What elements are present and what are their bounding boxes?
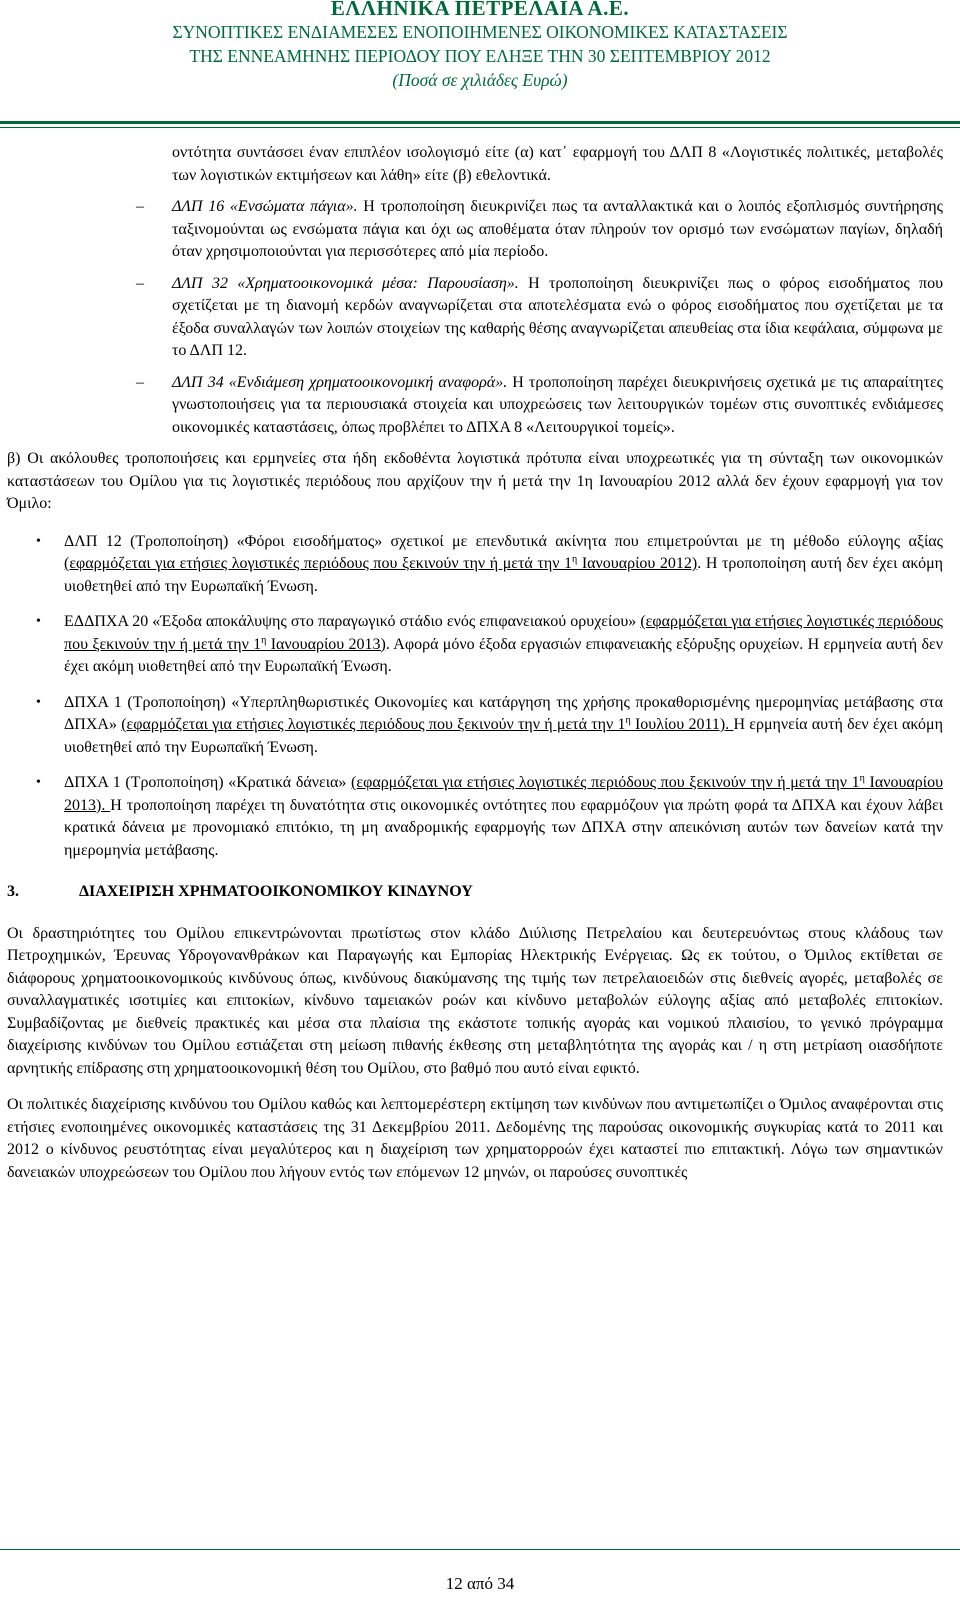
effective-date-note: (εφαρμόζεται για ετήσιες λογιστικές περιόδους που ξεκινούν την ή μετά την $1^\eta$ Ιουλίου 2011). <box>121 715 734 733</box>
header-rule-thick <box>0 121 960 124</box>
item-text: Η τροποποίηση παρέχει διευκρινήσεις σχετικά με τις απαραίτητες γνωστοποιήσεις για τα περιουσιακά στοιχεία και υποχρεώσεις των λειτουργικών τομέων στις συνοπτικές ενδιάμεσες οικονομικές καταστάσεις, όπως προβλέπει το ΔΠΧΑ 8 «Λειτουργικοί τομείς». <box>172 373 944 436</box>
body-paragraph: Οι δραστηριότητες του Ομίλου επικεντρώνονται πρωτίστως στον κλάδο Διύλισης Πετρελαίου και δευτερευόντως στους κλάδους των Πετροχημικών, Έρευνας Υδρογονανθράκων και Παραγωγής και Εμπορίας Ηλεκτρικής Ενέργειας. Ως εκ τούτου, ο Όμιλος εκτίθεται σε διάφορους χρηματοοικονομικούς κινδύνους όπως, κινδύνους διακύμανσης της τιμής των πετρελαιοειδών στις διεθνείς αγορές, μεταβολές σε συναλλαγματικές ισοτιμίες και επιτοκίων, κίνδυνο ταμειακών ροών και κίνδυνο μεταβολών εύλογης αξίας από μεταβολές επιτοκίων. Συμβαδίζοντας με διεθνείς πρακτικές και μέσα στα πλαίσια της εκάστοτε τοπικής αγοράς και νομικού πλαισίου, το γενικό πρόγραμμα διαχείρισης κινδύνων του Ομίλου εστιάζεται στη μείωση πιθανής έκθεσης στη μεταβλητότητα της αγοράς και / η στη μετρίαση οιασδήποτε αρνητικής επίδρασης στη χρηματοοικονομική θέση του Ομίλου, στο βαθμό που αυτό είναι εφικτό. <box>7 924 943 1077</box>
dash-marker: – <box>136 373 144 391</box>
continuation-paragraph: οντότητα συντάσσει έναν επιπλέον ισολογισμό είτε (α) κατ᾽ εφαρμογή του ΔΛΠ 8 «Λογιστικές πολιτικές, μεταβολές των λογιστικών εκτιμήσεων και λάθη» είτε (β) εθελοντικά. <box>172 144 943 184</box>
effective-date-note: (εφαρμόζεται για ετήσιες λογιστικές περιόδους που ξεκινούν την ή μετά την $1^\eta$ Ιανουαρίου 2013). <box>64 773 943 814</box>
standard-title: ΔΛΠ 34 «Ενδιάμεση χρηματοοικονομική αναφορά». <box>172 373 508 391</box>
list-item <box>0 196 960 264</box>
company-name: ΕΛΛΗΝΙΚΑ ΠΕΤΡΕΛΑΙΑ Α.Ε. <box>330 0 630 20</box>
footer-rule <box>0 1549 960 1550</box>
bullet-marker: • <box>36 775 41 790</box>
bullet-marker: • <box>36 533 41 549</box>
item-text: Η τροποποίηση διευκρινίζει πως ο φόρος εισοδήματος που σχετίζεται με τη διανομή κερδών αναγνωρίζεται στα αποτελέσματα ενώ ο φόρος εισοδήματος που σχετίζεται με τα έξοδα συναλλαγών των λοιπών στοιχείων της καθαρής θέσης αναγνωρίζεται απευθείας στα ίδια κεφάλαια, σύμφωνα με το ΔΛΠ 12. <box>172 274 944 359</box>
section-number: 3. <box>7 883 19 900</box>
bullet-marker: • <box>36 694 41 710</box>
page-body <box>0 142 960 1184</box>
currency-unit-note: (Ποσά σε χιλιάδες Ευρώ) <box>392 70 568 90</box>
effective-date-note: (εφαρμόζεται για ετήσιες λογιστικές περιόδους που ξεκινούν την ή μετά την $1^\eta$ Ιανουαρίου 2013) <box>64 613 944 653</box>
page-number: 12 από 34 <box>445 1574 515 1593</box>
beta-intro-paragraph: β) Οι ακόλουθες τροποποιήσεις και ερμηνείες στα ήδη εκδοθέντα λογιστικά πρότυπα είναι υποχρεωτικές για τη σύνταξη των οικονομικών καταστάσεων του Ομίλου για τις λογιστικές περιόδους που αρχίζουν την ή μετά την 1η Ιανουαρίου 2012 αλλά δεν έχουν εφαρμογή για τον Όμιλο: <box>7 450 943 512</box>
list-item <box>0 372 960 440</box>
header-rule-thin <box>0 127 960 128</box>
list-item <box>0 273 960 363</box>
list-item: • ΔΠΧΑ 1 (Τροποποίηση) «Κρατικά δάνεια» (εφαρμόζεται για ετήσιες λογιστικές περιόδους που ξεκινούν την ή μετά την $1^\eta$ Ιανουαρίου 2013). Η τροποποίηση παρέχει τη δυνατότητα στις οικονομικές οντότητες που εφαρμόζουν για πρώτη φορά τα ΔΠΧΑ και έχουν λάβει κρατικά δάνεια με προνομιακό επιτόκιο, τη μη αναδρομικής εφαρμογής των ΔΠΧΑ στην απεικόνιση αυτών των δανείων κατά την ημερομηνία μετάβασης. <box>36 773 944 859</box>
body-paragraph: Οι πολιτικές διαχείρισης κινδύνου του Ομίλου καθώς και λεπτομερέστερη εκτίμηση των κινδύνων που αντιμετωπίζει ο Όμιλος αναφέρονται στις ετήσιες ενοποιημένες οικονομικές καταστάσεις της 31 Δεκεμβρίου 2011. Δεδομένης της παρούσας οικονομικής συγκυρίας κατά το 2011 και 2012 ο κίνδυνος ρευστότητας είναι μεγαλύτερος και η διαχείριση των χρηματορροών έχει καταστεί πιο επιτακτική. Λόγω των σημαντικών δανειακών υποχρεώσεων του Ομίλου που λήγουν εντός των επόμενων 12 μηνών, οι παρούσες συνοπτικές <box>7 1096 943 1181</box>
page-header <box>0 0 960 92</box>
item-text: Η τροποποίηση διευκρινίζει πως τα ανταλλακτικά και ο λοιπός εξοπλισμός συντήρησης ταξινομούνται ως ενσώματα πάγια και όχι ως αποθέματα όταν πληρούν τον ορισμό των ενσώματων παγίων, δηλαδή όταν χρησιμοποιούνται για περισσότερες από μία περίοδο. <box>172 198 943 260</box>
standard-title: ΔΛΠ 16 «Ενσώματα πάγια». <box>172 198 358 215</box>
section-heading <box>0 881 960 904</box>
report-title-line-2: ΤΗΣ ΕΝΝΕΑΜΗΝΗΣ ΠΕΡΙΟΔΟΥ ΠΟΥ ΕΛΗΞΕ ΤΗΝ 30 ΣΕΠΤΕΜΒΡΙΟΥ 2012 <box>189 46 771 66</box>
list-item: • ΔΛΠ 12 (Τροποποίηση) «Φόροι εισοδήματος» σχετικοί με επενδυτικά ακίνητα που επιμετρούνται με τη μέθοδο εύλογης αξίας (εφαρμόζεται για ετήσιες λογιστικές περιόδους που ξεκινούν την ή μετά την $1^\eta$ Ιανουαρίου 2012). Η τροποποίηση αυτή δεν έχει ακόμη υιοθετηθεί από την Ευρωπαϊκή Ένωση. <box>36 532 944 595</box>
report-title-line-1: ΣΥΝΟΠΤΙΚΕΣ ΕΝΔΙΑΜΕΣΕΣ ΕΝΟΠΟΙΗΜΕΝΕΣ ΟΙΚΟΝΟΜΙΚΕΣ ΚΑΤΑΣΤΑΣΕΙΣ <box>172 22 788 42</box>
dash-marker: – <box>136 274 144 292</box>
bullet-marker: • <box>36 614 41 629</box>
list-item: • ΕΔΔΠΧΑ 20 «Έξοδα αποκάλυψης στο παραγωγικό στάδιο ενός επιφανειακού ορυχείου» (εφαρμόζεται για ετήσιες λογιστικές περιόδους που ξεκινούν την ή μετά την $1^\eta$ Ιανουαρίου 2013). Αφορά μόνο έξοδα εργασιών επιφανειακής εξόρυξης ορυχείων. Η ερμηνεία αυτή δεν έχει ακόμη υιοθετηθεί από την Ευρωπαϊκή Ένωση. <box>36 613 944 675</box>
dash-marker: – <box>136 198 144 215</box>
standard-title: ΔΛΠ 32 «Χρηματοοικονομικά μέσα: Παρουσίαση». <box>172 274 519 292</box>
list-item: • ΔΠΧΑ 1 (Τροποποίηση) «Υπερπληθωριστικές Οικονομίες και κατάργηση της χρήσης προκαθορισμένης ημερομηνίας μετάβασης στα ΔΠΧΑ» (εφαρμόζεται για ετήσιες λογιστικές περιόδους που ξεκινούν την ή μετά την $1^\eta$ Ιουλίου 2011). Η ερμηνεία αυτή δεν έχει ακόμη υιοθετηθεί από την Ευρωπαϊκή Ένωση. <box>36 693 944 756</box>
section-title: ΔΙΑΧΕΙΡΙΣΗ ΧΡΗΜΑΤΟΟΙΚΟΝΟΜΙΚΟΥ ΚΙΝΔΥΝΟΥ <box>79 883 473 900</box>
effective-date-note: (εφαρμόζεται για ετήσιες λογιστικές περιόδους που ξεκινούν την ή μετά την $1^\eta$ Ιανουαρίου 2012) <box>64 554 698 572</box>
